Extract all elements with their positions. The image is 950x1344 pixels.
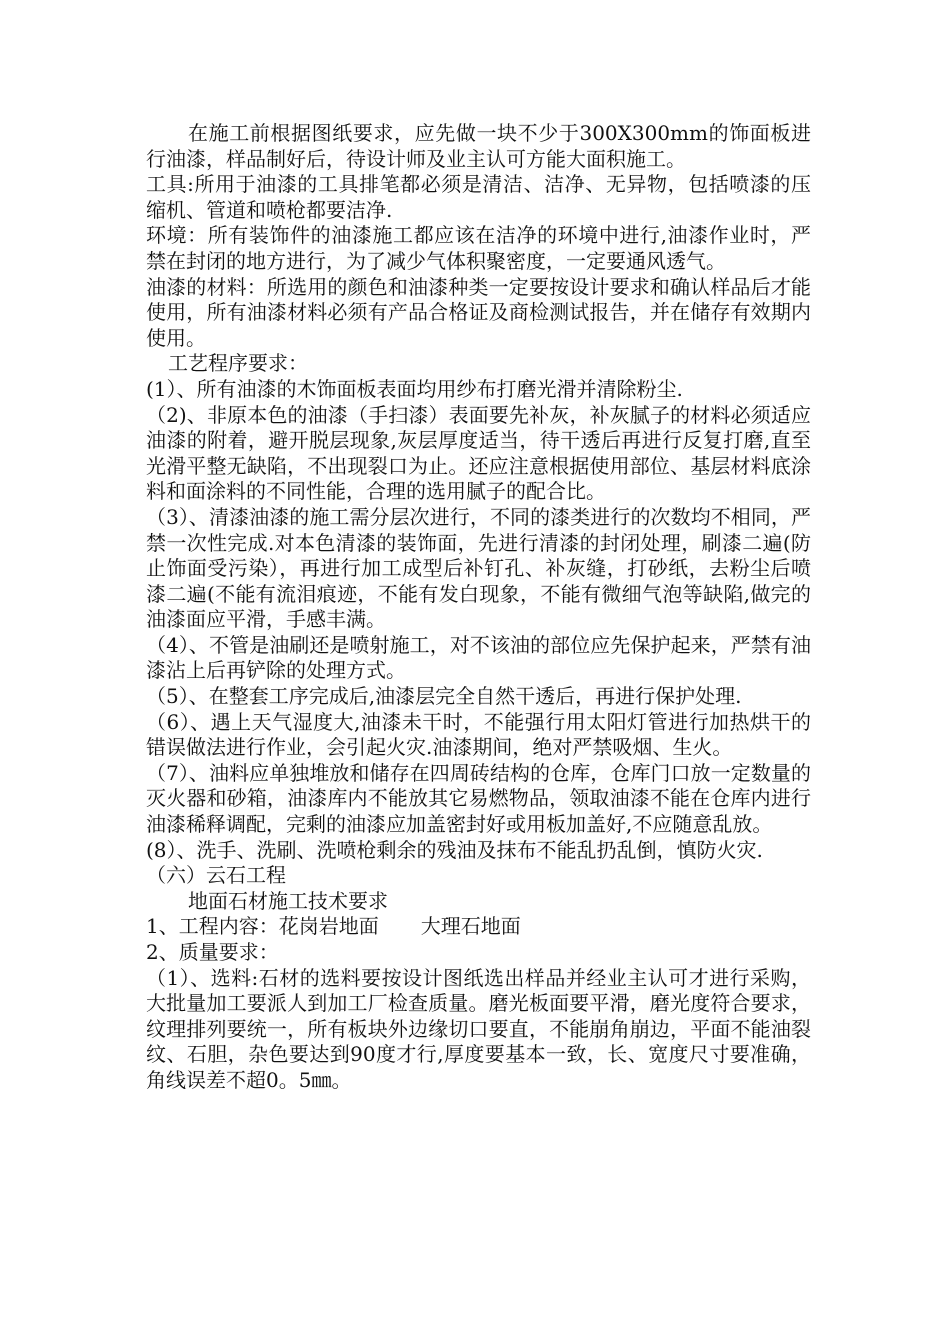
process-item-4: （4）、不管是油刷还是喷射施工，对不该油的部位应先保护起来，严禁有油漆沾上后再铲除的处理方式。 xyxy=(146,632,811,683)
process-item-7: （7）、油料应单独堆放和储存在四周砖结构的仓库，仓库门口放一定数量的灭火器和砂箱，油漆库内不能放其它易燃物品，领取油漆不能在仓库内进行油漆稀释调配，完剩的油漆应加盖密封好或用板加盖好,不应随意乱放。 xyxy=(146,760,811,837)
subsection-heading: 地面石材施工技术要求 xyxy=(188,888,388,913)
scope-line xyxy=(146,914,811,940)
process-item-6: （6）、遇上天气湿度大,油漆未干时，不能强行用太阳灯管进行加热烘干的错误做法进行作业，会引起火灾.油漆期间，绝对严禁吸烟、生火。 xyxy=(146,709,811,760)
quality-heading: 2、质量要求： xyxy=(146,940,279,964)
process-item-2: （2)、非原本色的油漆（手扫漆）表面要先补灰，补灰腻子的材料必须适应油漆的附着，避开脱层现象,灰层厚度适当，待干透后再进行反复打磨,直至光滑平整无缺陷，不出现裂口为止。还应注意根据使用部位、基层材料底涂料和面涂料的不同性能，合理的选用腻子的配合比。 xyxy=(146,402,811,504)
process-item-8: (8）、洗手、洗刷、洗喷枪剩余的残油及抹布不能乱扔乱倒，慎防火灾. xyxy=(146,837,763,862)
scope-label: 1、工程内容：花岗岩地面 xyxy=(146,914,379,939)
materials-paragraph: 油漆的材料：所选用的颜色和油漆种类一定要按设计要求和确认样品后才能使用，所有油漆材料必须有产品合格证及商检测试报告，并在储存有效期内使用。 xyxy=(146,274,811,350)
process-heading: 工艺程序要求： xyxy=(168,351,308,376)
quality-item-1: （1）、选料:石材的选料要按设计图纸选出样品并经业主认可才进行采购，大批量加工要派人到加工厂检查质量。磨光板面要平滑，磨光度符合要求，纹理排列要统一，所有板块外边缘切口要直，不能崩角崩边，平面不能油裂纹、石胆，杂色要达到90度才行,厚度要基本一致，长、宽度尺寸要准确，角线误差不超0。5㎜。 xyxy=(146,965,811,1092)
document-body xyxy=(146,121,811,1094)
process-item-5: （5）、在整套工序完成后,油漆层完全自然干透后，再进行保护处理. xyxy=(146,684,742,709)
environment-paragraph: 环境：所有装饰件的油漆施工都应该在洁净的环境中进行,油漆作业时，严禁在封闭的地方进行，为了减少气体积聚密度，一定要通风透气。 xyxy=(146,223,811,273)
process-item-3: （3）、清漆油漆的施工需分层次进行，不同的漆类进行的次数均不相同，严禁一次性完成.对本色清漆的装饰面，先进行清漆的封闭处理，刷漆二遍(防止饰面受污染），再进行加工成型后补钉孔、补灰缝，打砂纸，去粉尘后喷漆二遍(不能有流泪痕迹，不能有发白现象，不能有微细气泡等缺陷,做完的油漆面应平滑，手感丰满。 xyxy=(146,504,811,632)
process-item-1: (1）、所有油漆的木饰面板表面均用纱布打磨光滑并清除粉尘. xyxy=(146,376,683,401)
section-heading-stone: （六）云石工程 xyxy=(146,863,286,888)
scope-item-marble: 大理石地面 xyxy=(420,914,521,939)
intro-paragraph: 在施工前根据图纸要求，应先做一块不少于300X300mm的饰面板进行油漆，样品制好后，待设计师及业主认可方能大面积施工。 xyxy=(146,121,811,171)
tools-paragraph: 工具:所用于油漆的工具排笔都必须是清洁、洁净、无异物，包括喷漆的压缩机、管道和喷枪都要洁净. xyxy=(146,172,811,222)
